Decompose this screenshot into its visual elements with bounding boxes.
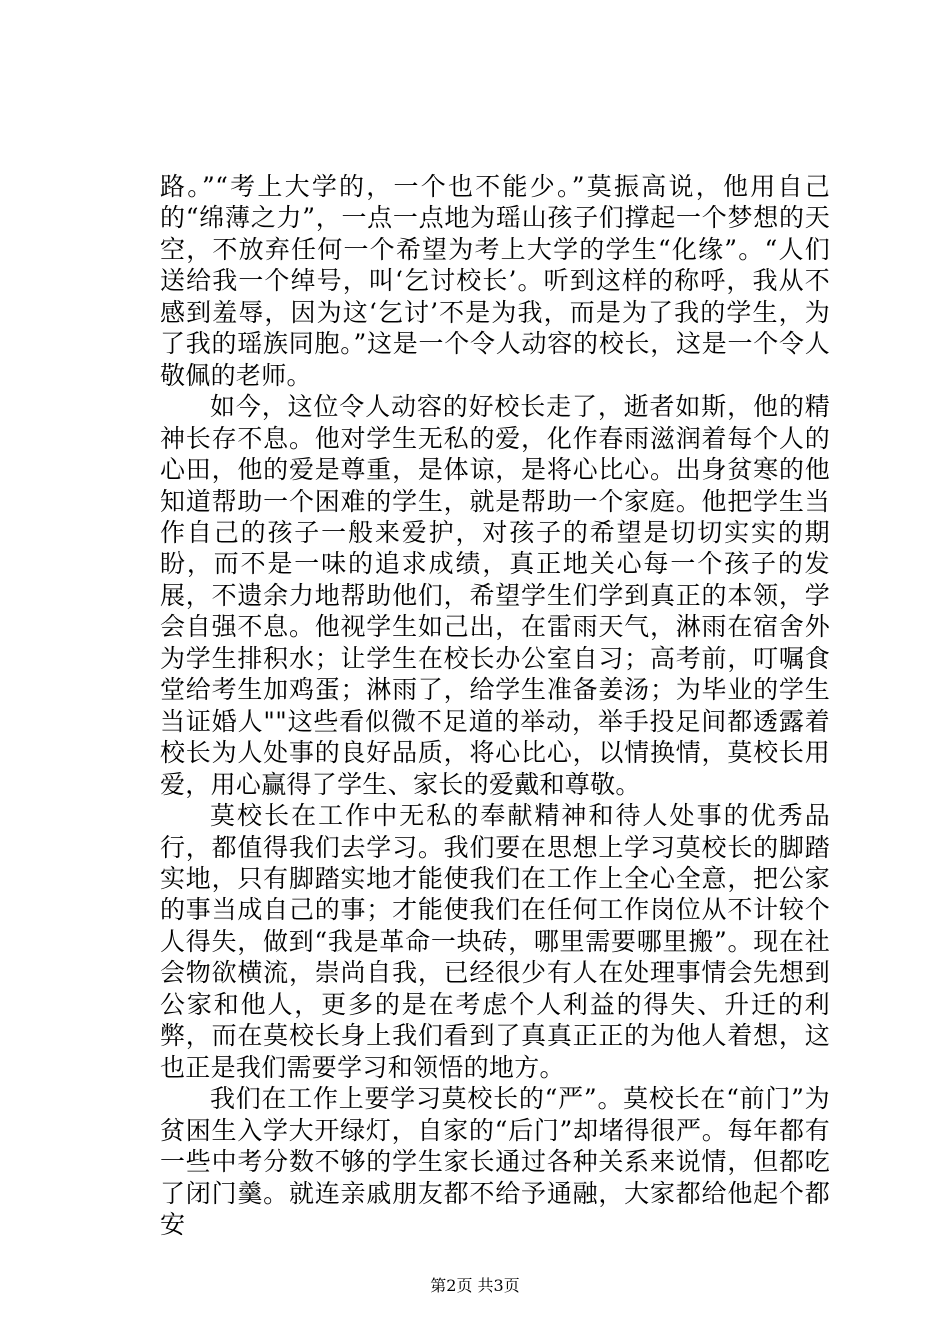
body-text bbox=[160, 171, 830, 1240]
paragraph-4: 我们在工作上要学习莫校长的“严”。莫校长在“前门”为贫困生入学大开绿灯，自家的“后门”却堵得很严。每年都有一些中考分数不够的学生家长通过各种关系来说情，但都吃了闭门羹。就连亲戚朋友都不给予通融，大家都给他起个都安 bbox=[160, 1084, 830, 1239]
paragraph-2: 如今，这位令人动容的好校长走了，逝者如斯，他的精神长存不息。他对学生无私的爱，化作春雨滋润着每个人的心田，他的爱是尊重，是体谅，是将心比心。出身贫寒的他知道帮助一个困难的学生，就是帮助一个家庭。他把学生当作自己的孩子一般来爱护，对孩子的希望是切切实实的期盼，而不是一味的追求成绩，真正地关心每一个孩子的发展，不遗余力地帮助他们，希望学生们学到真正的本领，学会自强不息。他视学生如己出，在雷雨天气，淋雨在宿舍外为学生排积水；让学生在校长办公室自习；高考前，叮嘱食堂给考生加鸡蛋；淋雨了，给学生准备姜汤；为毕业的学生当证婚人""这些看似微不足道的举动，举手投足间都透露着校长为人处事的良好品质，将心比心，以情换情，莫校长用爱，用心赢得了学生、家长的爱戴和尊敬。 bbox=[160, 392, 830, 799]
paragraph-1: 路。”“考上大学的，一个也不能少。”莫振高说，他用自己的“绵薄之力”，一点一点地为瑶山孩子们撑起一个梦想的天空，不放弃任何一个希望为考上大学的学生“化缘”。“人们送给我一个绰号，叫‘乞讨校长’。听到这样的称呼，我从不感到羞辱，因为这‘乞讨’不是为我，而是为了我的学生，为了我的瑶族同胞。”这是一个令人动容的校长，这是一个令人敬佩的老师。 bbox=[160, 172, 830, 390]
paragraph-3: 莫校长在工作中无私的奉献精神和待人处事的优秀品行，都值得我们去学习。我们要在思想上学习莫校长的脚踏实地，只有脚踏实地才能使我们在工作上全心全意，把公家的事当成自己的事；才能使我们在任何工作岗位从不计较个人得失，做到“我是革命一块砖，哪里需要哪里搬”。现在社会物欲横流，崇尚自我，已经很少有人在处理事情会先想到公家和他人，更多的是在考虑个人利益的得失、升迁的利弊，而在莫校长身上我们看到了真真正正的为他人着想，这也正是我们需要学习和领悟的地方。 bbox=[160, 801, 830, 1082]
page-footer: 第2页 共3页 bbox=[430, 1276, 520, 1295]
